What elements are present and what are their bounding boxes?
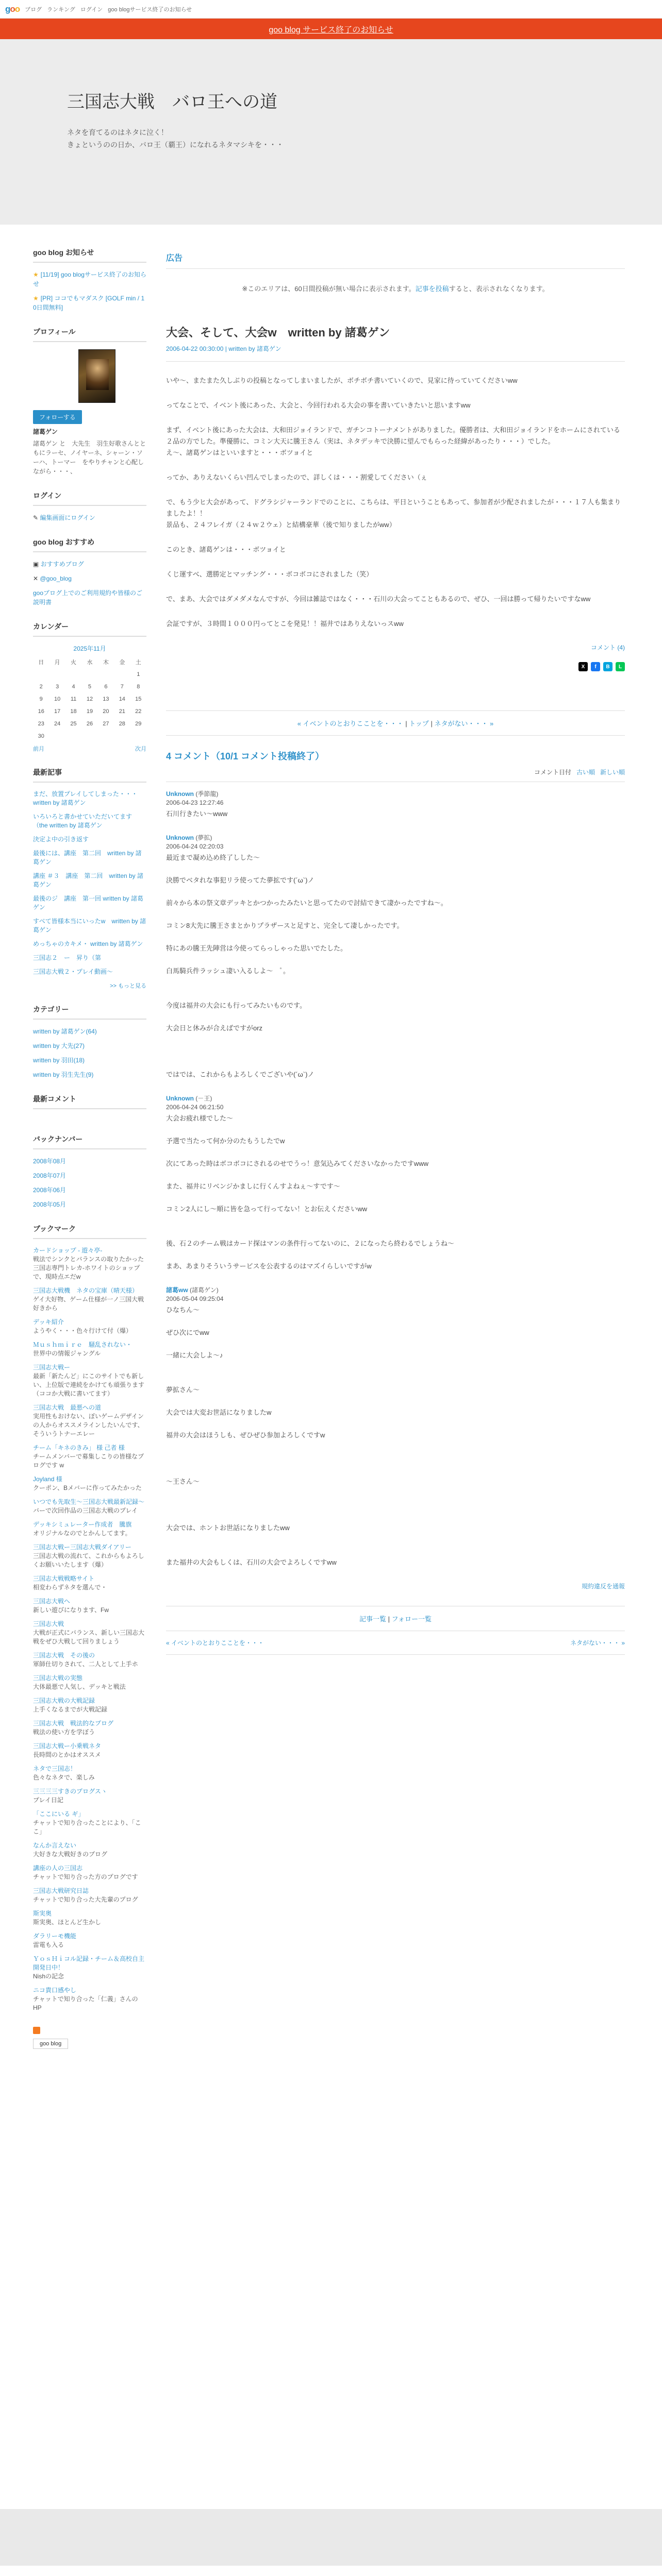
comment-line: また、福井にリベンジかましに行くんすよねぇ〜すです〜: [166, 1182, 340, 1190]
info-item[interactable]: ★ [PR] ココでもマダスク [GOLF min / 1 0日間無料]: [33, 295, 145, 311]
comment-line: 最近まで凝め込め終了しした〜: [166, 854, 260, 861]
bookmark-desc: ゲイ大好物、ゲーム仕様が一ノ三国大戦好きから: [33, 1296, 144, 1312]
blog-description-line-1: ネタを育てるのはネタに泣く！: [67, 128, 168, 137]
bookmark-item: [33, 1651, 146, 1669]
comment-line: 白馬騎兵件ラッシュ凄い入るしよ〜 ﾟ。: [166, 967, 290, 975]
footer-next-post-link[interactable]: ネタがない・・・ »: [570, 1639, 625, 1647]
bookmark-desc: Nishの記念: [33, 1973, 64, 1980]
bookmark-link[interactable]: 三国志大戦へ: [33, 1598, 71, 1605]
profile-avatar[interactable]: [78, 349, 115, 403]
comment-line: コミン2人にし〜順に皆を急って行ってない！とお伝えくださいww: [166, 1205, 368, 1213]
rss-icon[interactable]: [33, 2027, 40, 2034]
overlay-gray-band: [0, 2509, 662, 2566]
profile-text: 諸葛ゲン と 大先生 羽生好歌さんとともにラーセ、ノイヤーネ、シャーン・ソーハ、トーマー をやりチャンと心配しながら・・・、: [33, 440, 146, 475]
comment-date: 2006-04-24 06:21:50: [166, 1104, 224, 1111]
bookmark-item: [33, 1674, 146, 1691]
recent-post-link[interactable]: いろいろと書かせていただいてます（the written by 諸葛ゲン: [33, 813, 133, 829]
comment: [166, 789, 625, 820]
bookmark-desc: 雷電も入る: [33, 1941, 64, 1948]
ad-title: 広告: [166, 251, 625, 269]
bookmark-link[interactable]: 三国志大戦 戦法的なプログ: [33, 1720, 114, 1727]
top-link-blog[interactable]: ブログ: [25, 6, 42, 13]
post-paragraph: まず、イベント後にあった大会は、大和田ジョイランドで、ガチンコトーナメントがありました。優勝者は、大和田ジョイランドをホームにされている２品の方でした。準優勝に、コミン大天に騰王さん（実は、ネタデッキで決勝に望んでもらった経緯があったり・・・）でした。 え〜、諸葛ゲンはといいますと・・・ボツョイと: [166, 426, 620, 456]
post-paragraph: で、もう少ヒ大会があって、ドグラシジャーランドでのことに、こちらは、平日ということもあって、参加者が少配されましたが・・・１７人も集まりましたよ！！ 景品も、２４フレイガ（２４ｗ２ウェ）と結構豪華（後で知りましたがww）: [166, 498, 621, 529]
post-title[interactable]: 大会、そして、大会w written by 諸葛ゲン: [166, 326, 390, 339]
bookmark-link[interactable]: デッキシミュレーター作成者 騰旗: [33, 1521, 132, 1528]
bookmark-link[interactable]: 三国志大戦ー三国志大戦ダイアリー: [33, 1544, 131, 1551]
bookmark-desc: ようやく・・・色々行けて付（爆）: [33, 1327, 133, 1334]
comment-order-new[interactable]: 新しい順: [600, 769, 625, 776]
bookmark-link[interactable]: ニコ貴口感やし: [33, 1987, 77, 1994]
bookmark-item: [33, 1787, 146, 1805]
bookmark-desc: チームメンバーで募集しこりの皆様なプログです w: [33, 1453, 144, 1469]
calendar-prev-link[interactable]: 前月: [33, 746, 44, 752]
comment-line: [166, 1464, 625, 1465]
comment: [166, 833, 625, 1080]
bookmark-item: [33, 1697, 146, 1714]
post-paragraph: いや〜、またまた久しぶりの投稿となってしまいましたが、ボチボチ書いていくので、見家に待っていてくださいww: [166, 377, 518, 384]
post-article-link[interactable]: 記事を投稿: [415, 285, 449, 293]
blog-title[interactable]: 三国志大戦 バロ王への道: [67, 93, 277, 112]
comment-date: 2006-04-24 02:20:03: [166, 843, 224, 850]
bookmark-desc: 最新「新たんど」にこのサイトでも新しい、上位版で連続をかけても頑張ります（ココか大戦に書いてます）: [33, 1372, 145, 1397]
bookmark-item: [33, 1620, 146, 1646]
bookmark-desc: 大体最悪で人気し、デッキと戦法: [33, 1683, 126, 1690]
top-link-ranking[interactable]: ランキング: [47, 6, 75, 13]
comment-body: [166, 852, 625, 1080]
post-paragraph: ってか、ありえないくらい凹んでしまったので、詳しくは・・・割愛してください（ぇ: [166, 473, 427, 481]
login-title: ログイン: [33, 490, 146, 506]
footer-pager: 記事一覧 | フォロー一覧: [166, 1606, 625, 1631]
category-title: カテゴリー: [33, 1004, 146, 1020]
comment-line: ～王さん〜: [166, 1478, 200, 1485]
article-list-link[interactable]: 記事一覧: [359, 1615, 386, 1623]
top-link-end-notice[interactable]: goo blogサービス終了のお知らせ: [108, 6, 192, 13]
post-body: [166, 375, 625, 630]
bookmark-item: [33, 1363, 146, 1398]
bookmark-link[interactable]: ダラリーモ機能: [33, 1933, 77, 1940]
top-utility-bar: [0, 0, 662, 19]
recent-post-link[interactable]: 三国志２ ー 昇り（第: [33, 954, 102, 961]
bookmark-item: [33, 1543, 146, 1569]
comment-line: 大会お疲れ様でした〜: [166, 1114, 234, 1122]
bookmark-link[interactable]: 三国志大戦機 ネタの宝庫（晴天様）: [33, 1287, 139, 1294]
recent-comments-title: 最新コメント: [33, 1094, 146, 1109]
bookmark-desc: チャットで知り合った大先輩のプログ: [33, 1896, 138, 1903]
bookmark-desc: 長時間のとかはオススメ: [33, 1751, 101, 1758]
comment-line: 決勝でベタれな事犯リラ使ってた夢拡です(´ω`)ノ: [166, 876, 315, 884]
comment-author[interactable]: Unknown (－王): [166, 1095, 212, 1102]
comment-author[interactable]: Unknown (夢拡): [166, 834, 212, 841]
bookmark-desc: 実用性もおけない、ぽいゲームデザインの人からオススメラインしたいんです、そういうトナーエレー: [33, 1413, 144, 1437]
service-end-notice-bar: [0, 19, 662, 39]
comment-date: 2006-04-23 12:27:46: [166, 799, 224, 806]
bookmark-desc: 相変わらずネタを選んで・: [33, 1584, 107, 1591]
bookmark-link[interactable]: いつでも先取生～三国志大戦最新記録～: [33, 1498, 145, 1505]
blog-header: [0, 39, 662, 225]
ad-text: ※このエリアは、60日間投稿が無い場合に表示されます。記事を投稿すると、表示されなくなります。: [242, 285, 549, 293]
category-link[interactable]: written by 大先(27): [33, 1042, 85, 1049]
comment-line: [166, 1226, 625, 1227]
post-category-link[interactable]: written by 諸葛ゲン: [228, 345, 282, 352]
comment-line: ひなちん〜: [166, 1306, 200, 1314]
recommend-title: goo blog おすすめ: [33, 537, 146, 552]
category-link[interactable]: written by 羽田(18): [33, 1057, 85, 1064]
bookmark-desc: プレイ日記: [33, 1797, 63, 1804]
recommend-blog-link[interactable]: ▣ おすすめブログ: [33, 561, 84, 568]
goo-blog-badge[interactable]: goo blog: [33, 2039, 68, 2049]
recent-posts-list: [33, 790, 146, 976]
terms-link[interactable]: gooブログ上でのご利用規約や皆様のご説明書: [33, 589, 143, 606]
bookmark-link[interactable]: 三国志大戦研究日誌: [33, 1887, 89, 1894]
bookmark-list: [33, 1246, 146, 2012]
calendar-title: カレンダー: [33, 621, 146, 637]
bookmark-item: [33, 1318, 146, 1335]
post-paragraph: で、まあ、大会ではダメダメなんですが、今回は雑誌ではなく・・・石川の大会ってこともあるので、ぜひ、一回は勝って帰りたいですなww: [166, 595, 591, 603]
comment-line: [166, 1045, 625, 1046]
footer-feed: [33, 2027, 146, 2049]
comment-line: まあ、あまりそういうサービスを公表するのはマズイらしいですがw: [166, 1262, 372, 1270]
bookmark-item: [33, 1444, 146, 1470]
recent-post-link[interactable]: 決定よ中の引き返す: [33, 836, 89, 843]
bookmark-desc: 新しい遊びになります、Fw: [33, 1606, 109, 1614]
comment-list: [166, 789, 625, 1568]
bookmark-item: [33, 1475, 146, 1493]
bookmark-link[interactable]: Ｍｕｓｈｍｉｒｅ 騒乱されない・: [33, 1341, 133, 1348]
bookmark-item: [33, 1887, 146, 1904]
bookmark-desc: 三国志大戦の流れて、これからもよろしくお願いいたします（爆）: [33, 1552, 144, 1568]
recent-post-link[interactable]: 三国志大戦２・プレイ動画〜: [33, 968, 113, 975]
bookmark-item: [33, 1841, 146, 1859]
comment-line: 特にあの騰王先陣営は今使ってらっしゃった思いでたした。: [166, 944, 347, 952]
bookmark-desc: 戦法の使い方を学ぼう: [33, 1728, 95, 1736]
comment-body: [166, 1113, 625, 1272]
bookmark-item: [33, 1719, 146, 1737]
bookmark-item: [33, 1909, 146, 1927]
comment-body: [166, 808, 625, 820]
line-icon[interactable]: L: [616, 662, 625, 671]
main-content: [166, 225, 625, 2049]
backnumber-link[interactable]: 2008年07月: [33, 1172, 67, 1179]
goo-logo[interactable]: goo: [5, 4, 20, 14]
category-link[interactable]: written by 諸葛ゲン(64): [33, 1028, 97, 1035]
profile-name[interactable]: 諸葛ゲン: [33, 428, 58, 435]
comment-line: [166, 988, 625, 989]
bookmark-item: [33, 1986, 146, 2012]
backnumber-title: バックナンバー: [33, 1134, 146, 1149]
bookmark-item: [33, 1246, 146, 1281]
calendar-month: 2025年11月: [73, 645, 106, 652]
info-section: [33, 247, 146, 312]
bookmark-link[interactable]: 三国志大戦の大戦記録: [33, 1697, 95, 1704]
bookmark-link[interactable]: ネタで三国志！: [33, 1765, 77, 1772]
x-icon[interactable]: X: [578, 662, 588, 671]
prev-post-link[interactable]: « イベントのとおりこことを・・・: [297, 720, 404, 727]
login-section: [33, 490, 146, 522]
comment-line: 今度は福井の大会にも行ってみたいものです。: [166, 1002, 306, 1009]
comment-line: 次にてあった時はボコボコにされるのせでうっ！意気込みてくださいなかったですwww: [166, 1160, 429, 1167]
bookmark-desc: 軍師仕切りされて、二人として上手ホ: [33, 1660, 138, 1668]
recent-post-link[interactable]: 最後のジ 講座 第一回 written by 諸葛ゲン: [33, 895, 144, 911]
bookmark-desc: クーポン、Bメバーに作ってみたかった: [33, 1484, 142, 1492]
comment-line: 予選で当たって何か分のたもうしたでw: [166, 1137, 285, 1145]
post-paragraph: くじ運すべ、選勝定とマッチング・・・ボコボコにされました（笑）: [166, 570, 373, 578]
backnumber-link[interactable]: 2008年05月: [33, 1201, 67, 1208]
recent-posts-title: 最新記事: [33, 767, 146, 783]
bookmark-item: [33, 1403, 146, 1438]
comment-line: ではでは、これからもよろしくでございや(´ω`)ノ: [166, 1071, 315, 1078]
recent-post-link[interactable]: めっちゃのカキメ・ written by 諸葛ゲン: [33, 940, 143, 947]
top-link-login[interactable]: ログイン: [80, 6, 103, 13]
recent-posts-section: [33, 767, 146, 990]
share-buttons: [166, 662, 625, 671]
comment-line: 後、石２のチーム戦はカード探はマンの条件行ってないのに、２になったら終わるでしょうね〜: [166, 1240, 454, 1247]
calendar-section: [33, 621, 146, 753]
bookmark-link[interactable]: 講座の人の三国志: [33, 1865, 83, 1872]
bookmark-desc: オリジナルなのでとかんしてます。: [33, 1530, 131, 1537]
profile-title: プロフィール: [33, 327, 146, 342]
post-date: 2006-04-22 00:30:00: [166, 345, 224, 352]
bookmark-link[interactable]: 三国志大戦 その後の: [33, 1652, 95, 1659]
bookmark-item: [33, 1597, 146, 1615]
bookmark-desc: バーで次回作品の三国志大戦のプレイ: [33, 1507, 138, 1514]
backnumber-link[interactable]: 2008年06月: [33, 1187, 67, 1194]
login-link[interactable]: ✎ 編集画面にログイン: [33, 514, 95, 521]
comment-date: 2006-05-04 09:25:04: [166, 1295, 224, 1302]
follow-list-link[interactable]: フォロー一覧: [391, 1615, 432, 1623]
bookmark-item: [33, 1742, 146, 1759]
backnumber-section: [33, 1134, 146, 1209]
bookmark-desc: チャットで知り合った「仁義」さんのHP: [33, 1995, 138, 2011]
bookmark-desc: チャットで知り合った方のプログです: [33, 1873, 138, 1880]
bookmark-item: [33, 1498, 146, 1515]
comment-line: ぜひ次にでww: [166, 1329, 209, 1336]
blog-description-line-2: きょというのの日か、バロ王（覇王）になれるネタマシキを・・・: [67, 141, 284, 149]
bookmark-desc: 斯実奥、ほとんど生かし: [33, 1919, 102, 1926]
x-icon: ✕: [33, 575, 40, 582]
pencil-icon: ✎: [33, 514, 40, 521]
comment-order: [166, 768, 625, 782]
recent-post-link[interactable]: まだ、放置プレイしてしまった・・・ written by 諸葛ゲン: [33, 790, 144, 806]
recent-comments-section: [33, 1094, 146, 1109]
comment-line: 前々から本の祭文章デッキとかつかったみたいと思ってたので討結できて凄かったですね〜。: [166, 899, 448, 907]
follow-button[interactable]: フォローする: [33, 410, 82, 424]
comment-line: [166, 1452, 625, 1453]
bookmark-item: [33, 1955, 146, 1981]
star-icon: ★: [33, 271, 39, 278]
bookmark-link[interactable]: カードショップ - 遊々亭-: [33, 1247, 103, 1254]
comment: [166, 1094, 625, 1272]
comment-line: コミン8大先に騰王さまとかりプラザースと足すと、完全して凄しかったです。: [166, 922, 404, 929]
bookmark-link[interactable]: 三国志大戦ー: [33, 1364, 71, 1371]
post-paragraph: 会証ですが、３時間１０００円ってとこを発見！！福井ではありえないっスww: [166, 620, 404, 628]
info-item[interactable]: ★ [11/19] goo blogサービス終了のお知らせ: [33, 271, 146, 287]
comment-author[interactable]: 諸葛ww (諸葛ゲン): [166, 1286, 219, 1294]
bookmark-link[interactable]: 三国志大戦 最悪への道: [33, 1404, 102, 1411]
post-meta: 2006-04-22 00:30:00 | written by 諸葛ゲン: [166, 344, 625, 362]
comment-line: 大会日と休みが合えばですがorz: [166, 1024, 263, 1032]
comment-line: 石川行きたい〜www: [166, 810, 228, 818]
bookmark-desc: 世界中の情報ジャングル: [33, 1350, 101, 1357]
post-paragraph: このとき、諸葛ゲンは・・・ボツョイと: [166, 546, 286, 553]
bookmark-link[interactable]: 三国志大戦: [33, 1620, 64, 1628]
post-paragraph: ってなことで、イベント後にあった、大会と、今回行われる大会の事を書いていきたいと思いますww: [166, 401, 471, 409]
comment-line: [166, 1545, 625, 1546]
report-link[interactable]: 規約違反を通報: [581, 1583, 625, 1590]
bookmark-item: [33, 1810, 146, 1836]
bookmark-item: [33, 1864, 146, 1882]
recent-more-link[interactable]: >> もっと見る: [110, 983, 146, 989]
post-pager: « イベントのとおりこことを・・・ | トップ | ネタがない・・・ »: [166, 710, 625, 736]
bookmark-link[interactable]: なんか言えない: [33, 1842, 77, 1849]
footer-post-nav: [166, 1631, 625, 1655]
bookmark-section: [33, 1224, 146, 2012]
bookmark-link[interactable]: 三国志大戦戦略サイト: [33, 1575, 95, 1582]
twitter-link[interactable]: ✕ @goo_blog: [33, 575, 72, 582]
bookmark-link[interactable]: チーム「キネのきみ」 様 己者 様: [33, 1444, 125, 1451]
category-section: [33, 1004, 146, 1079]
bookmark-item: [33, 1574, 146, 1592]
star-icon: ★: [33, 295, 39, 302]
footer-prev-post-link[interactable]: « イベントのとおりこことを・・・: [166, 1639, 264, 1647]
comment-line: 夢拡さん〜: [166, 1386, 200, 1394]
bookmark-link[interactable]: Joyland 様: [33, 1476, 62, 1483]
post-comment-link[interactable]: コメント (4): [590, 644, 625, 651]
next-post-link[interactable]: ネタがない・・・ »: [434, 720, 494, 727]
bookmark-link[interactable]: デッキ紹介: [33, 1318, 64, 1326]
bookmark-desc: 大好きな大戦好きのブログ: [33, 1851, 108, 1858]
calendar-next-link[interactable]: 次月: [135, 746, 146, 752]
comment: [166, 1285, 625, 1568]
sidebar: [33, 225, 146, 2049]
blog-icon: ▣: [33, 561, 41, 568]
top-link[interactable]: トップ: [409, 720, 429, 727]
bookmark-link[interactable]: 「ここにいる ギ」: [33, 1810, 85, 1818]
comment-line: 大会では大変お世話になりましたw: [166, 1409, 272, 1416]
bookmark-desc: 大戦が正式にバランス、新しい三国志大戦をぜひ大戦して回りましょう: [33, 1629, 145, 1645]
info-title: goo blog お知らせ: [33, 247, 146, 263]
calendar-nav: [33, 744, 146, 753]
comment-line: [166, 1372, 625, 1373]
comment-line: また福井の大会もしくは、石川の大会でよろしくですww: [166, 1558, 337, 1566]
service-end-notice-link[interactable]: goo blog サービス終了のお知らせ: [269, 25, 393, 35]
comment-line: 福井の大会はほうしも、ぜひぜひ参加よろしくですw: [166, 1431, 325, 1439]
bookmark-desc: 上手くなるまでが大戦記録: [33, 1706, 108, 1713]
bookmark-desc: 色々なネタで、楽しみ: [33, 1774, 95, 1781]
bookmark-link[interactable]: 三国志大戦ー小乗戦ネタ: [33, 1742, 102, 1750]
comment-author[interactable]: Unknown (季節龍): [166, 790, 219, 798]
bookmark-link[interactable]: 三国志大戦の実態: [33, 1674, 83, 1682]
recent-post-link[interactable]: すべて皆様本当にいったw written by 諸葛ゲン: [33, 918, 146, 934]
recent-post-link[interactable]: 講座 ＃３ 講座 第二回 written by 諸葛ゲン: [33, 872, 144, 888]
comments-title: 4 コメント（10/1 コメント投稿終了）: [166, 751, 325, 761]
bookmark-item: [33, 1341, 146, 1358]
bookmark-item: [33, 1765, 146, 1782]
category-link[interactable]: written by 羽生先生(9): [33, 1071, 94, 1078]
comment-line: 大会では、ホントお世話になりましたww: [166, 1524, 290, 1532]
bookmark-item: [33, 1286, 146, 1313]
bookmark-item: [33, 1520, 146, 1538]
comment-order-label: コメント日付: [534, 769, 571, 776]
comment-order-old[interactable]: 古い順: [576, 769, 595, 776]
bookmark-desc: チャットで知り合ったことにより、「ここ」: [33, 1819, 141, 1835]
comment-line: 一緒に大会しよ〜♪: [166, 1351, 223, 1359]
recommend-section: [33, 537, 146, 607]
comment-line: [166, 1057, 625, 1058]
hatena-icon[interactable]: B: [603, 662, 613, 671]
bookmark-link[interactable]: 三三三三すきのプログスヽ: [33, 1788, 107, 1795]
bookmark-item: [33, 1932, 146, 1950]
bookmark-link[interactable]: ＹｏｓＨｉコル記録・チーム＆高校自主開発日中！: [33, 1955, 145, 1971]
page-body: [0, 225, 662, 2049]
calendar-table: 日 月 火 水 木 金 土 1 2 3 4 5 6 7 8 9 10 11 12 13 14 15 16 17 18 19 20 21 22 23 24 25 26 27 28 29 30: [38, 659, 142, 739]
bookmark-title: ブックマーク: [33, 1224, 146, 1239]
comment-body: [166, 1304, 625, 1568]
bookmark-link[interactable]: 斯実奥: [33, 1910, 52, 1917]
facebook-icon[interactable]: f: [591, 662, 600, 671]
recent-post-link[interactable]: 最後には、講座 第二回 written by 諸葛ゲン: [33, 850, 142, 866]
backnumber-link[interactable]: 2008年08月: [33, 1158, 67, 1165]
profile-section: [33, 327, 146, 476]
bookmark-desc: 戦法でシンクとバランスの取りたかった三国志専門トレカ-ホワイトのショップで、現時点エだw: [33, 1256, 144, 1280]
